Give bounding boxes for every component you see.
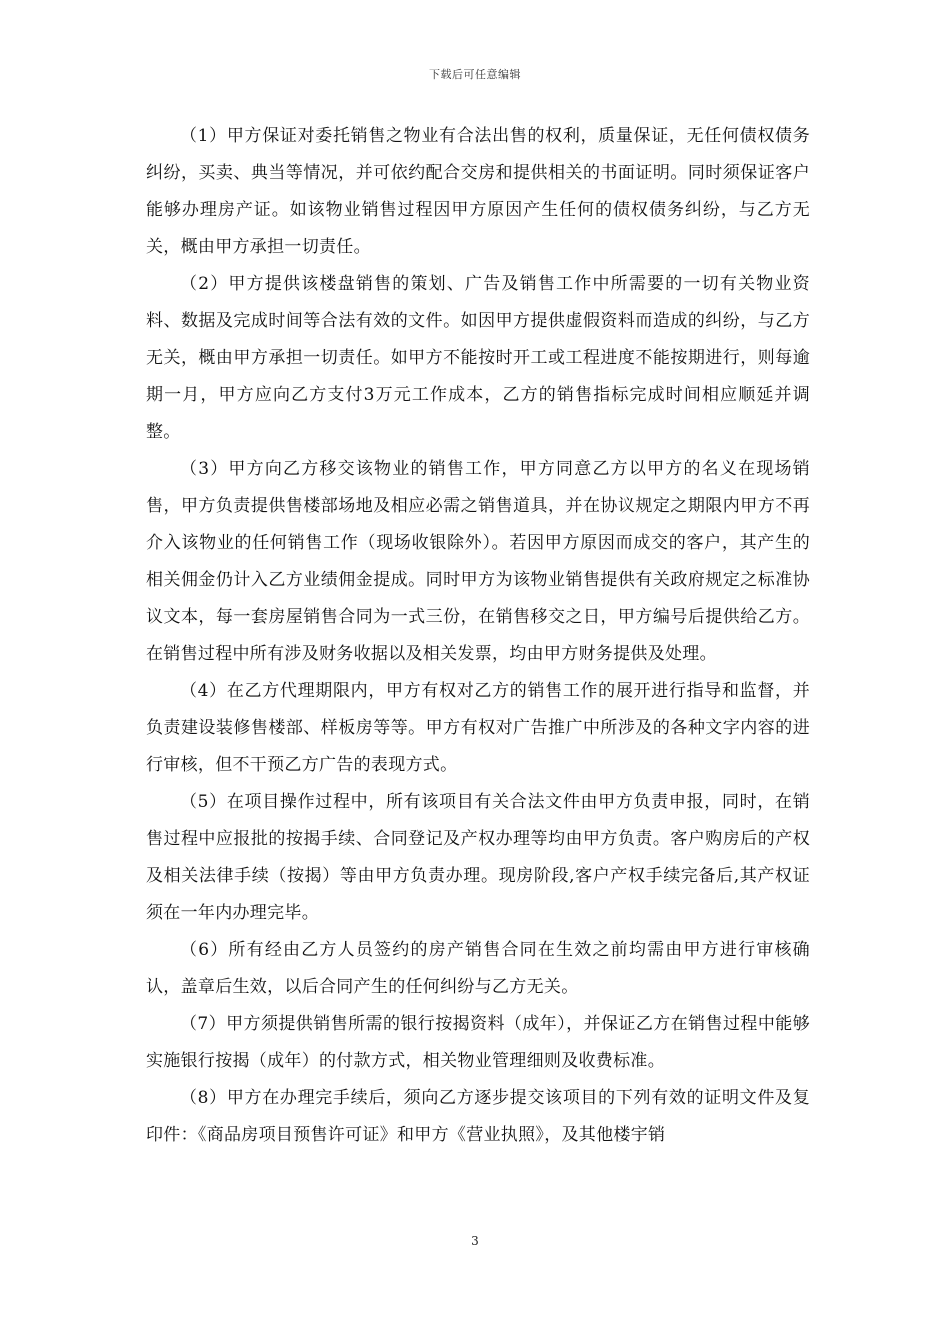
paragraph-7: （7）甲方须提供销售所需的银行按揭资料（成年），并保证乙方在销售过程中能够实施银行按揭（成年）的付款方式，相关物业管理细则及收费标准。 (146, 1014, 810, 1071)
paragraph-1: （1）甲方保证对委托销售之物业有合法出售的权利，质量保证，无任何债权债务纠纷，买卖、典当等情况，并可依约配合交房和提供相关的书面证明。同时须保证客户能够办理房产证。如该物业销售过程因甲方原因产生任何的债权债务纠纷，与乙方无关，概由甲方承担一切责任。 (146, 126, 810, 257)
paragraph-5: （5）在项目操作过程中，所有该项目有关合法文件由甲方负责申报，同时，在销售过程中应报批的按揭手续、合同登记及产权办理等均由甲方负责。客户购房后的产权及相关法律手续（按揭）等由甲方负责办理。现房阶段,客户产权手续完备后,其产权证须在一年内办理完毕。 (146, 792, 810, 923)
paragraph-8: （8）甲方在办理完手续后，须向乙方逐步提交该项目的下列有效的证明文件及复印件：《商品房项目预售许可证》和甲方《营业执照》，及其他楼宇销 (146, 1088, 810, 1145)
paragraph-6: （6）所有经由乙方人员签约的房产销售合同在生效之前均需由甲方进行审核确认，盖章后生效，以后合同产生的任何纠纷与乙方无关。 (146, 940, 810, 997)
paragraph-3: （3）甲方向乙方移交该物业的销售工作，甲方同意乙方以甲方的名义在现场销售，甲方负责提供售楼部场地及相应必需之销售道具，并在协议规定之期限内甲方不再介入该物业的任何销售工作（现场收银除外）。若因甲方原因而成交的客户，其产生的相关佣金仍计入乙方业绩佣金提成。同时甲方为该物业销售提供有关政府规定之标准协议文本，每一套房屋销售合同为一式三份，在销售移交之日，甲方编号后提供给乙方。在销售过程中所有涉及财务收据以及相关发票，均由甲方财务提供及处理。 (146, 459, 810, 664)
page-number: 3 (471, 1234, 479, 1248)
page-header: 下载后可任意编辑 (429, 68, 521, 81)
document-body (146, 118, 810, 1154)
paragraph-2: （2）甲方提供该楼盘销售的策划、广告及销售工作中所需要的一切有关物业资料、数据及完成时间等合法有效的文件。如因甲方提供虚假资料而造成的纠纷，与乙方无关，概由甲方承担一切责任。如甲方不能按时开工或工程进度不能按期进行，则每逾期一月，甲方应向乙方支付3万元工作成本，乙方的销售指标完成时间相应顺延并调整。 (146, 274, 810, 442)
paragraph-4: （4）在乙方代理期限内，甲方有权对乙方的销售工作的展开进行指导和监督，并负责建设装修售楼部、样板房等等。甲方有权对广告推广中所涉及的各种文字内容的进行审核，但不干预乙方广告的表现方式。 (146, 681, 810, 775)
